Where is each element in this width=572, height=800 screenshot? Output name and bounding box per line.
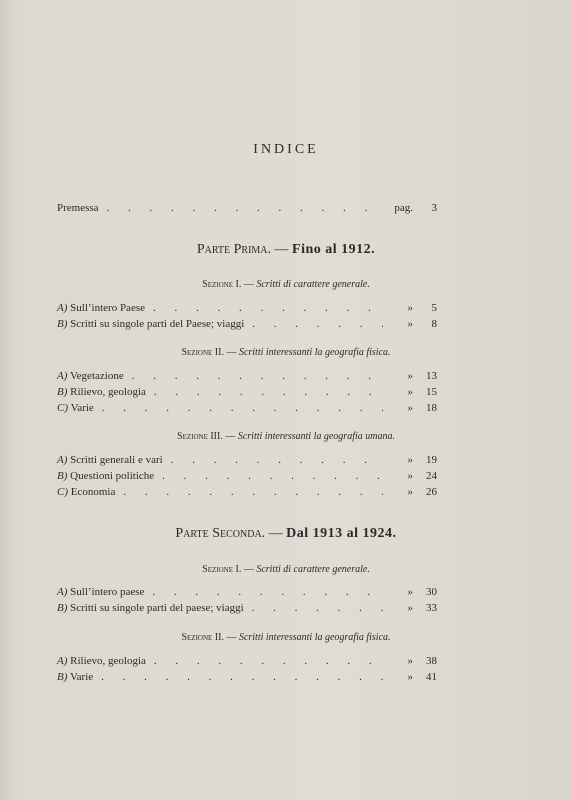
section-name: Sezione II. — [181, 632, 224, 643]
toc-entry[interactable] — [57, 653, 437, 669]
section-heading — [0, 564, 572, 575]
entry-title: Varie — [70, 402, 94, 414]
section-dash: — — [226, 347, 237, 358]
entry-text — [57, 584, 144, 600]
part-heading-1 — [0, 242, 572, 258]
dot-leader — [145, 300, 383, 316]
toc-entry[interactable] — [57, 600, 437, 616]
toc-entry[interactable] — [57, 484, 437, 500]
entry-letter: A) — [57, 655, 68, 667]
section-name: Sezione II. — [181, 347, 224, 358]
toc-entry[interactable] — [57, 669, 437, 685]
section-description: Scritti interessanti la geografia fisica. — [238, 632, 391, 643]
page-number: 8 — [431, 318, 437, 330]
entry-letter: B) — [57, 602, 68, 614]
dot-leader — [94, 400, 383, 416]
section-description: Scritti di carattere generale. — [256, 279, 370, 290]
entry-text — [57, 384, 146, 400]
entry-title: Rilievo, geologia — [70, 655, 146, 667]
part-name: Parte Seconda. — [175, 526, 266, 541]
entry-letter: B) — [57, 386, 68, 398]
page-prefix: » — [407, 470, 413, 482]
page-prefix: » — [407, 302, 413, 314]
entry-title: Economia — [70, 486, 116, 498]
section-dash: — — [243, 279, 254, 290]
section-heading — [0, 431, 572, 442]
entry-title: Vegetazione — [69, 370, 124, 382]
part-dash: — — [268, 526, 283, 541]
page-prefix: » — [407, 602, 413, 614]
entry-letter: C) — [57, 486, 68, 498]
dot-leader — [163, 452, 383, 468]
page-prefix: » — [407, 370, 413, 382]
toc-entry[interactable] — [57, 368, 437, 384]
page-number: 30 — [426, 586, 437, 598]
page-number: 26 — [426, 486, 437, 498]
entry-text — [57, 316, 244, 332]
entry-title: Scritti su singole parti del paese; viaggi — [70, 602, 244, 614]
entry-letter: B) — [57, 671, 68, 683]
entry-title: Scritti su singole parti del Paese; viaggi — [70, 318, 245, 330]
part-name: Parte Prima. — [196, 242, 272, 257]
dot-leader — [244, 316, 383, 332]
entry-letter: A) — [57, 370, 68, 382]
toc-entry[interactable] — [57, 316, 437, 332]
section-name: Sezione I. — [202, 564, 242, 575]
page-prefix: » — [407, 386, 413, 398]
toc-entry[interactable] — [57, 384, 437, 400]
toc-entry-premessa[interactable] — [57, 200, 437, 216]
entry-text — [57, 600, 244, 616]
dot-leader — [144, 584, 383, 600]
toc-entry[interactable] — [57, 468, 437, 484]
dot-leader — [244, 600, 383, 616]
dot-leader — [146, 384, 383, 400]
page-number: 41 — [426, 671, 437, 683]
section-heading — [0, 279, 572, 290]
entry-text — [57, 400, 94, 416]
entry-letter: B) — [57, 318, 68, 330]
toc-entry[interactable] — [57, 452, 437, 468]
entry-title: Varie — [69, 671, 94, 683]
entry-title: Sull’intero paese — [70, 586, 145, 598]
entry-letter: A) — [57, 454, 68, 466]
toc-entry[interactable] — [57, 300, 437, 316]
page-number: 38 — [426, 655, 437, 667]
page-number: 18 — [426, 402, 437, 414]
part-dash: — — [274, 242, 289, 257]
entry-letter: A) — [57, 586, 68, 598]
entry-text — [57, 468, 154, 484]
entry-letter: B) — [57, 470, 68, 482]
page-prefix: » — [407, 486, 413, 498]
entry-text — [57, 484, 115, 500]
section-dash: — — [226, 632, 237, 643]
entry-text — [57, 669, 93, 685]
page-prefix: pag. — [394, 202, 413, 214]
page-prefix: » — [407, 454, 413, 466]
part-subtitle: Dal 1913 al 1924. — [286, 526, 397, 541]
toc-entry[interactable] — [57, 400, 437, 416]
entry-text — [57, 368, 124, 384]
section-name: Sezione I. — [202, 279, 242, 290]
page-prefix: » — [407, 671, 413, 683]
page-number: 33 — [426, 602, 437, 614]
dot-leader — [154, 468, 383, 484]
entry-letter: A) — [57, 302, 68, 314]
page-number: 5 — [431, 302, 437, 314]
page-number: 24 — [426, 470, 437, 482]
page-number: 3 — [431, 202, 437, 214]
dot-leader — [115, 484, 383, 500]
page-prefix: » — [407, 402, 413, 414]
page-number: 13 — [426, 370, 437, 382]
dot-leader — [146, 653, 383, 669]
section-description: Scritti di carattere generale. — [256, 564, 370, 575]
section-heading — [0, 347, 572, 358]
entry-text — [57, 300, 145, 316]
toc-entry[interactable] — [57, 584, 437, 600]
page-number: 15 — [426, 386, 437, 398]
dot-leader — [93, 669, 383, 685]
entry-title: Scritti generali e vari — [70, 454, 163, 466]
page-prefix: » — [407, 586, 413, 598]
page-prefix: » — [407, 318, 413, 330]
part-heading-2 — [0, 526, 572, 542]
section-dash: — — [243, 564, 254, 575]
entry-text — [57, 653, 146, 669]
dot-leader — [124, 368, 383, 384]
section-name: Sezione III. — [177, 431, 223, 442]
entry-letter: C) — [57, 402, 68, 414]
page-prefix: » — [407, 655, 413, 667]
section-description: Scritti interessanti la geografia fisica. — [238, 347, 391, 358]
entry-text: Premessa — [57, 202, 99, 214]
section-heading — [0, 632, 572, 643]
entry-title: Sull’intero Paese — [70, 302, 145, 314]
entry-text — [57, 452, 163, 468]
entry-title: Rilievo, geologia — [70, 386, 146, 398]
section-description: Scritti interessanti la geografia umana. — [237, 431, 395, 442]
section-dash: — — [225, 431, 236, 442]
entry-title: Questioni politiche — [70, 470, 155, 482]
part-subtitle: Fino al 1912. — [292, 242, 376, 257]
index-title: INDICE — [253, 142, 319, 157]
dot-leader — [99, 200, 383, 216]
page-number: 19 — [426, 454, 437, 466]
